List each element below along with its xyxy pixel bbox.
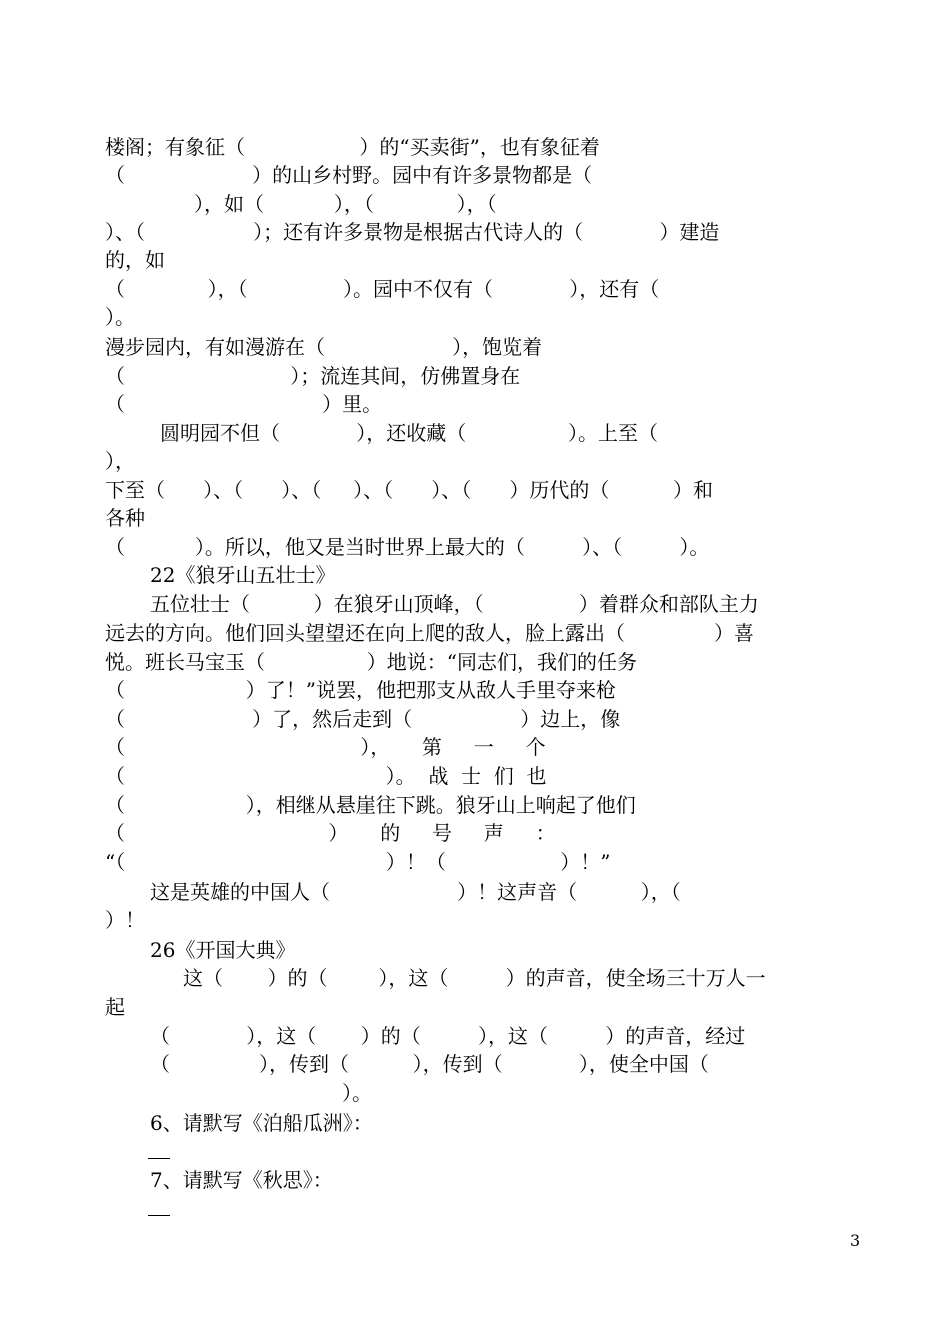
section-heading: 22《狼牙山五壮士》 <box>150 563 336 587</box>
text-line: （ ）。所以，他又是当时世界上最大的（ ）、（ ）。 <box>105 535 710 559</box>
text-line: 下至（ ）、（ ）、（ ）、（ ）、（ ）历代的（ ）和 <box>105 478 713 502</box>
text-line: ）， <box>105 449 135 473</box>
text-line: （ ），相继从悬崖往下跳。狼牙山上响起了他们 <box>105 793 636 817</box>
text-line: 的，如 <box>105 248 165 272</box>
text-line: （ ）了！”说罢，他把那支从敌人手里夺来枪 <box>105 678 617 702</box>
text-line: （ ）， 第 一 个 <box>105 735 546 759</box>
text-line: 五位壮士（ ）在狼牙山顶峰，（ ）着群众和部队主力 <box>150 592 759 616</box>
text-line: ）、（ ）；还有许多景物是根据古代诗人的（ ）建造 <box>105 220 720 244</box>
text-line: （ ），（ ）。园中不仅有（ ），还有（ <box>105 277 660 301</box>
text-line: ）！ <box>105 908 145 932</box>
text-line: 各种 <box>105 506 145 530</box>
text-line: “（ ）！（ ）！” <box>105 850 611 874</box>
text-line: （ ），这（ ）的（ ），这（ ）的声音，经过 <box>150 1024 746 1048</box>
text-line: ），如（ ），（ ），（ <box>105 192 497 216</box>
text-line: 圆明园不但（ ），还收藏（ ）。上至（ <box>160 421 659 445</box>
page-number: 3 <box>850 1231 861 1250</box>
text-line: （ ）里。 <box>105 392 383 416</box>
text-line: 起 <box>105 995 125 1019</box>
answer-line <box>148 1215 170 1216</box>
text-line: （ ） 的 号 声 ： <box>105 821 556 845</box>
text-line: （ ）的山乡村野。园中有许多景物都是（ <box>105 163 593 187</box>
text-line: 漫步园内，有如漫游在（ ），饱览着 <box>105 335 543 359</box>
text-line: 悦。班长马宝玉（ ）地说：“同志们，我们的任务 <box>105 650 637 674</box>
text-line: （ ）；流连其间，仿佛置身在 <box>105 364 521 388</box>
text-line: ）。 <box>342 1081 372 1105</box>
text-line: （ ）。 战 士 们 也 <box>105 764 547 788</box>
text-line: ）。 <box>105 305 135 329</box>
text-line: 远去的方向。他们回头望望还在向上爬的敌人，脸上露出（ ）喜 <box>105 621 755 645</box>
answer-line <box>148 1158 170 1159</box>
section-heading: 26《开国大典》 <box>150 938 296 962</box>
question-7: 7、请默写《秋思》： <box>150 1168 333 1192</box>
text-line: 楼阁；有象征（ ）的“买卖街”，也有象征着 <box>105 135 600 159</box>
text-line: 这是英雄的中国人（ ）！这声音（ ），（ <box>150 880 681 904</box>
text-line: （ ），传到（ ），传到（ ），使全中国（ <box>150 1052 709 1076</box>
text-line: （ ）了，然后走到（ ）边上，像 <box>105 707 621 731</box>
question-6: 6、请默写《泊船瓜洲》： <box>150 1111 373 1135</box>
text-line: 这（ ）的（ ），这（ ）的声音，使全场三十万人一 <box>183 966 766 990</box>
